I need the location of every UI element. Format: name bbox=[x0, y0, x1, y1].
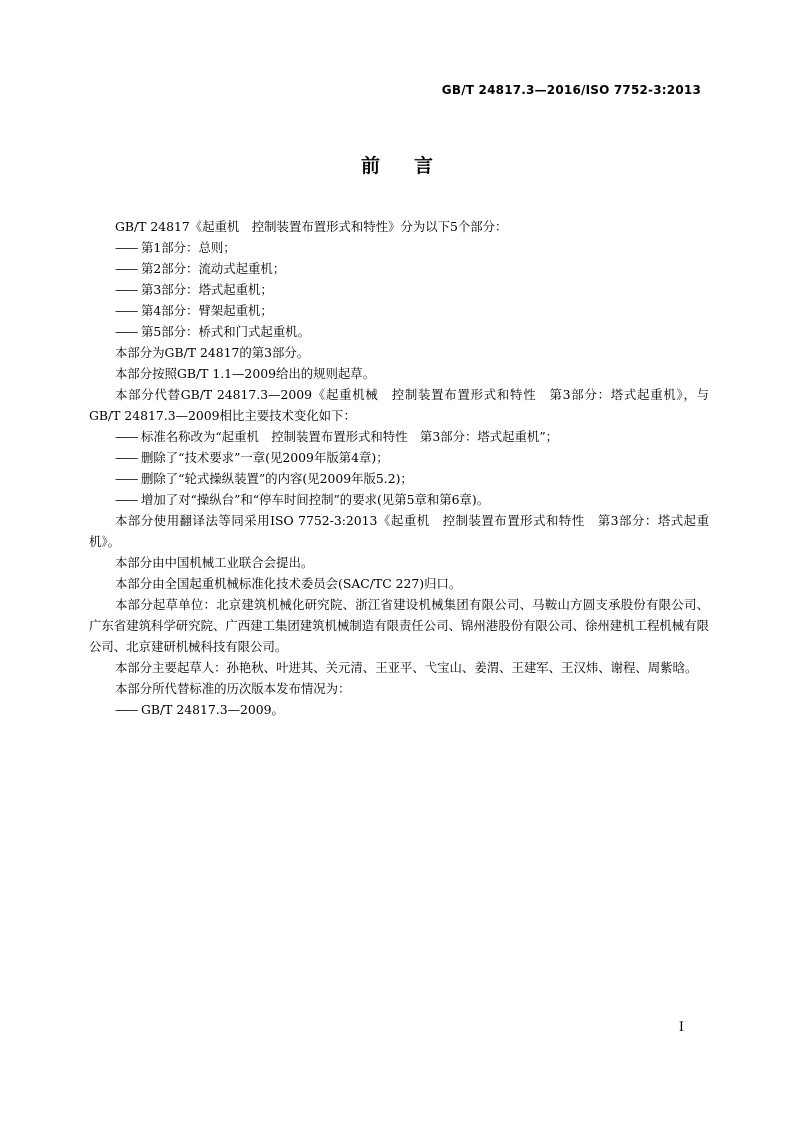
dash-item: —— 第3部分：塔式起重机； bbox=[89, 279, 709, 300]
dash-mark: —— bbox=[115, 492, 137, 507]
paragraph: 本部分使用翻译法等同采用ISO 7752-3:2013《起重机 控制装置布置形式和特性 第3部分：塔式起重机》。 bbox=[89, 513, 709, 549]
paragraph: 本部分所代替标准的历次版本发布情况为： bbox=[115, 681, 351, 696]
dash-mark: —— bbox=[115, 702, 137, 717]
dash-mark: —— bbox=[115, 324, 137, 339]
dash-item: —— GB/T 24817.3—2009。 bbox=[89, 699, 709, 720]
dash-mark: —— bbox=[115, 471, 137, 486]
page-number: I bbox=[678, 1020, 684, 1035]
paragraph: 本部分代替GB/T 24817.3—2009《起重机械 控制装置布置形式和特性 第3部分：塔式起重机》，与GB/T 24817.3—2009相比主要技术变化如下： bbox=[89, 387, 709, 423]
paragraph: 本部分按照GB/T 1.1—2009给出的规则起草。 bbox=[115, 366, 376, 381]
dash-item: —— 第5部分：桥式和门式起重机。 bbox=[89, 321, 709, 342]
dash-mark: —— bbox=[115, 303, 137, 318]
paragraph: GB/T 24817《起重机 控制装置布置形式和特性》分为以下5个部分： bbox=[115, 219, 508, 234]
paragraph: 本部分起草单位：北京建筑机械化研究院、浙江省建设机械集团有限公司、马鞍山方圆支承股份有限公司、广东省建筑科学研究院、广西建工集团建筑机械制造有限责任公司、锦州港股份有限公司、徐州建机工程机械有限公司、北京建研机械科技有限公司。 bbox=[89, 597, 709, 654]
dash-mark: —— bbox=[115, 282, 137, 297]
paragraph: 本部分主要起草人：孙艳秋、叶进其、关元清、王亚平、弋宝山、姜渭、王建军、王汉炜、谢程、周紫晗。 bbox=[115, 660, 698, 675]
dash-item: —— 第1部分：总则； bbox=[89, 237, 709, 258]
dash-item: —— 增加了对“操纵台”和“停车时间控制”的要求(见第5章和第6章)。 bbox=[89, 489, 709, 510]
dash-mark: —— bbox=[115, 261, 137, 276]
dash-mark: —— bbox=[115, 450, 137, 465]
dash-mark: —— bbox=[115, 429, 137, 444]
dash-mark: —— bbox=[115, 240, 137, 255]
dash-item: —— 删除了“技术要求”一章(见2009年版第4章)； bbox=[89, 447, 709, 468]
page-title: 前言 bbox=[360, 155, 467, 177]
paragraph: 本部分为GB/T 24817的第3部分。 bbox=[115, 345, 310, 360]
standard-code: GB/T 24817.3—2016/ISO 7752-3:2013 bbox=[441, 83, 701, 97]
dash-item: —— 第2部分：流动式起重机； bbox=[89, 258, 709, 279]
dash-item: —— 第4部分：臂架起重机； bbox=[89, 300, 709, 321]
dash-item: —— 标准名称改为“起重机 控制装置布置形式和特性 第3部分：塔式起重机”； bbox=[89, 426, 709, 447]
paragraph: 本部分由中国机械工业联合会提出。 bbox=[115, 555, 314, 570]
paragraph: 本部分由全国起重机械标准化技术委员会(SAC/TC 227)归口。 bbox=[115, 576, 462, 591]
dash-item: —— 删除了“轮式操纵装置”的内容(见2009年版5.2)； bbox=[89, 468, 709, 489]
foreword-body bbox=[89, 216, 709, 720]
